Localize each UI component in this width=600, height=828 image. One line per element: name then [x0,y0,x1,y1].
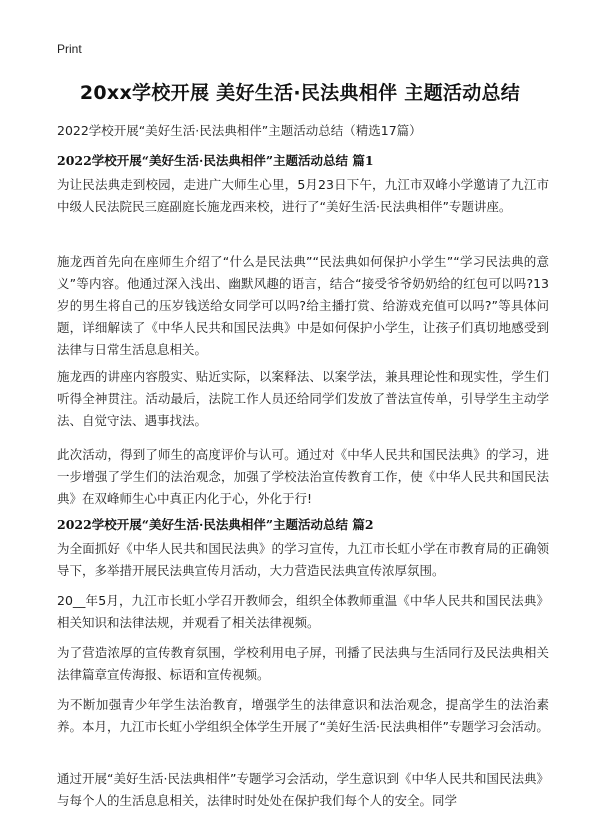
document-subtitle: 2022学校开展“美好生活·民法典相伴”主题活动总结（精选17篇） [57,123,422,138]
paragraph: 此次活动，得到了师生的高度评价与认可。通过对《中华人民共和国民法典》的学习，进一步增强了学生们的法治观念，加强了学校法治宣传教育工作，使《中华人民共和国民法典》在双峰师生心中真正内化于心，外化于行! [57,447,549,506]
print-link[interactable]: Print [57,42,82,56]
paragraph: 为全面抓好《中华人民共和国民法典》的学习宣传，九江市长虹小学在市教育局的正确领导下，多举措开展民法典宣传月活动，大力营造民法典宣传浓厚氛围。 [57,541,549,578]
document-title: 20xx学校开展 美好生活·民法典相伴 主题活动总结 [79,82,521,104]
paragraph: 施龙西的讲座内容殷实、贴近实际，以案释法、以案学法，兼具理论性和现实性，学生们听得全神贯注。活动最后，法院工作人员还给同学们发放了普法宣传单，引导学生主动学法、自觉守法、遇事找法。 [57,369,549,428]
paragraph: 通过开展“美好生活·民法典相伴”专题学习会活动，学生意识到《中华人民共和国民法典》与每个人的生活息息相关，法律时时处处在保护我们每个人的安全。同学 [57,771,549,808]
section-heading-2: 2022学校开展“美好生活·民法典相伴”主题活动总结 篇2 [57,517,374,532]
paragraph: 20__年5月，九江市长虹小学召开教师会，组织全体教师重温《中华人民共和国民法典》相关知识和法律法规，并观看了相关法律视频。 [57,593,549,630]
paragraph: 为了营造浓厚的宣传教育氛围，学校利用电子屏，刊播了民法典与生活同行及民法典相关法律篇章宣传海报、标语和宣传视频。 [57,645,549,682]
paragraph: 为不断加强青少年学生法治教育，增强学生的法律意识和法治观念，提高学生的法治素养。本月，九江市长虹小学组织全体学生开展了“美好生活·民法典相伴”专题学习会活动。 [57,697,549,734]
paragraph: 施龙西首先向在座师生介绍了“什么是民法典”“民法典如何保护小学生”“学习民法典的意义”等内容。他通过深入浅出、幽默风趣的语言，结合“接受爷爷奶奶给的红包可以吗?13岁的男生将自己的压岁钱送给女同学可以吗?给主播打赏、给游戏充值可以吗?”等具体问题，详细解读了《中华人民共和国民法典》中是如何保护小学生，让孩子们真切地感受到法律与日常生活息息相关。 [57,254,549,357]
paragraph: 为让民法典走到校园，走进广大师生心里，5月23日下午，九江市双峰小学邀请了九江市中级人民法院民三庭副庭长施龙西来校，进行了“美好生活·民法典相伴”专题讲座。 [57,177,549,214]
section-heading-1: 2022学校开展“美好生活·民法典相伴”主题活动总结 篇1 [57,153,374,168]
